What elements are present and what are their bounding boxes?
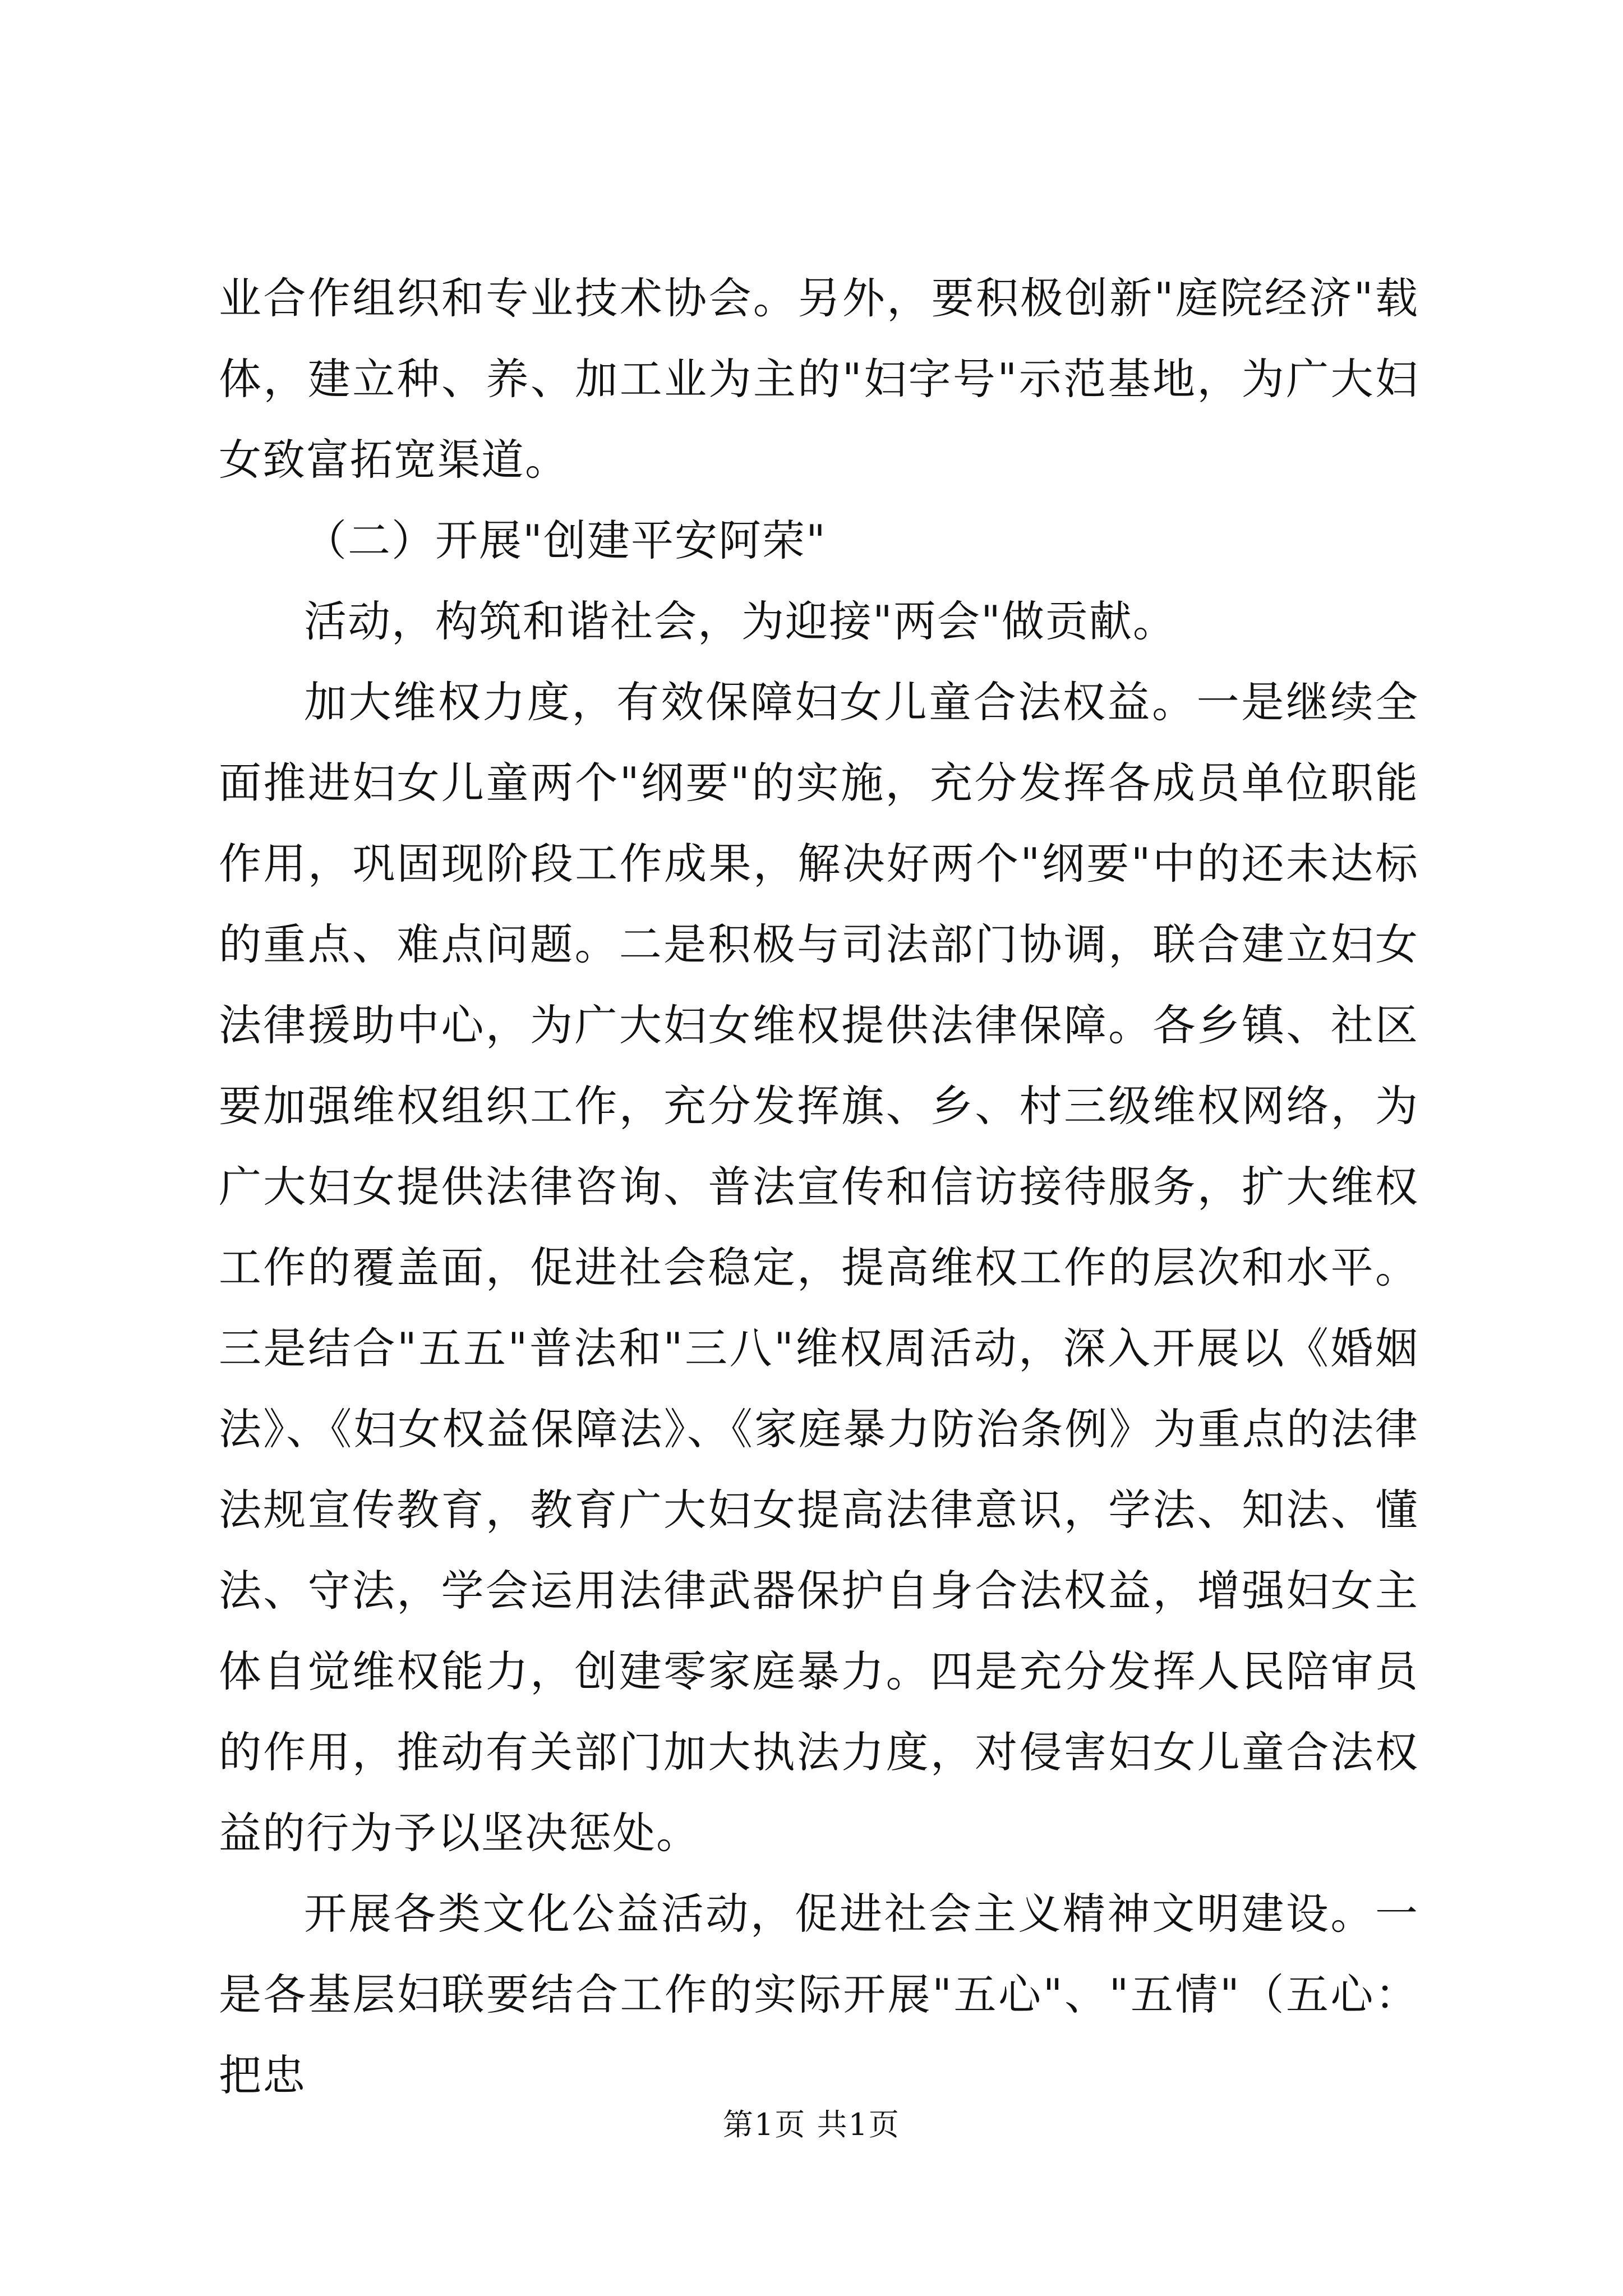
paragraph-rights-protection: 加大维权力度，有效保障妇女儿童合法权益。一是继续全面推进妇女儿童两个"纲要"的实施，充分发挥各成员单位职能作用，巩固现阶段工作成果，解决好两个"纲要"中的还未达标的重点、难点问题。二是积极与司法部门协调，联合建立妇女法律援助中心，为广大妇女维权提供法律保障。各乡镇、社区要加强维权组织工作，充分发挥旗、乡、村三级维权网络，为广大妇女提供法律咨询、普法宣传和信访接待服务，扩大维权工作的覆盖面，促进社会稳定，提高维权工作的层次和水平。三是结合"五五"普法和"三八"维权周活动，深入开展以《婚姻法》、《妇女权益保障法》、《家庭暴力防治条例》为重点的法律法规宣传教育，教育广大妇女提高法律意识，学法、知法、懂法、守法，学会运用法律武器保护自身合法权益，增强妇女主体自觉维权能力，创建零家庭暴力。四是充分发挥人民陪审员的作用，推动有关部门加大执法力度，对侵害妇女儿童合法权益的行为予以坚决惩处。: [219, 677, 1419, 1858]
paragraph-activity: 活动，构筑和谐社会，为迎接"两会"做贡献。: [304, 596, 1177, 646]
page-footer: 第1页 共1页: [723, 2107, 900, 2142]
paragraph-culture-activities: 开展各类文化公益活动，促进社会主义精神文明建设。一是各基层妇联要结合工作的实际开展"五心"、"五情"（五心：把忠: [219, 1889, 1419, 2100]
document-body: [219, 258, 1419, 2116]
paragraph-continuation: 业合作组织和专业技术协会。另外，要积极创新"庭院经济"载体，建立种、养、加工业为主的"妇字号"示范基地，为广大妇女致富拓宽渠道。: [219, 273, 1419, 485]
section-heading: （二）开展"创建平安阿荣": [304, 516, 827, 565]
